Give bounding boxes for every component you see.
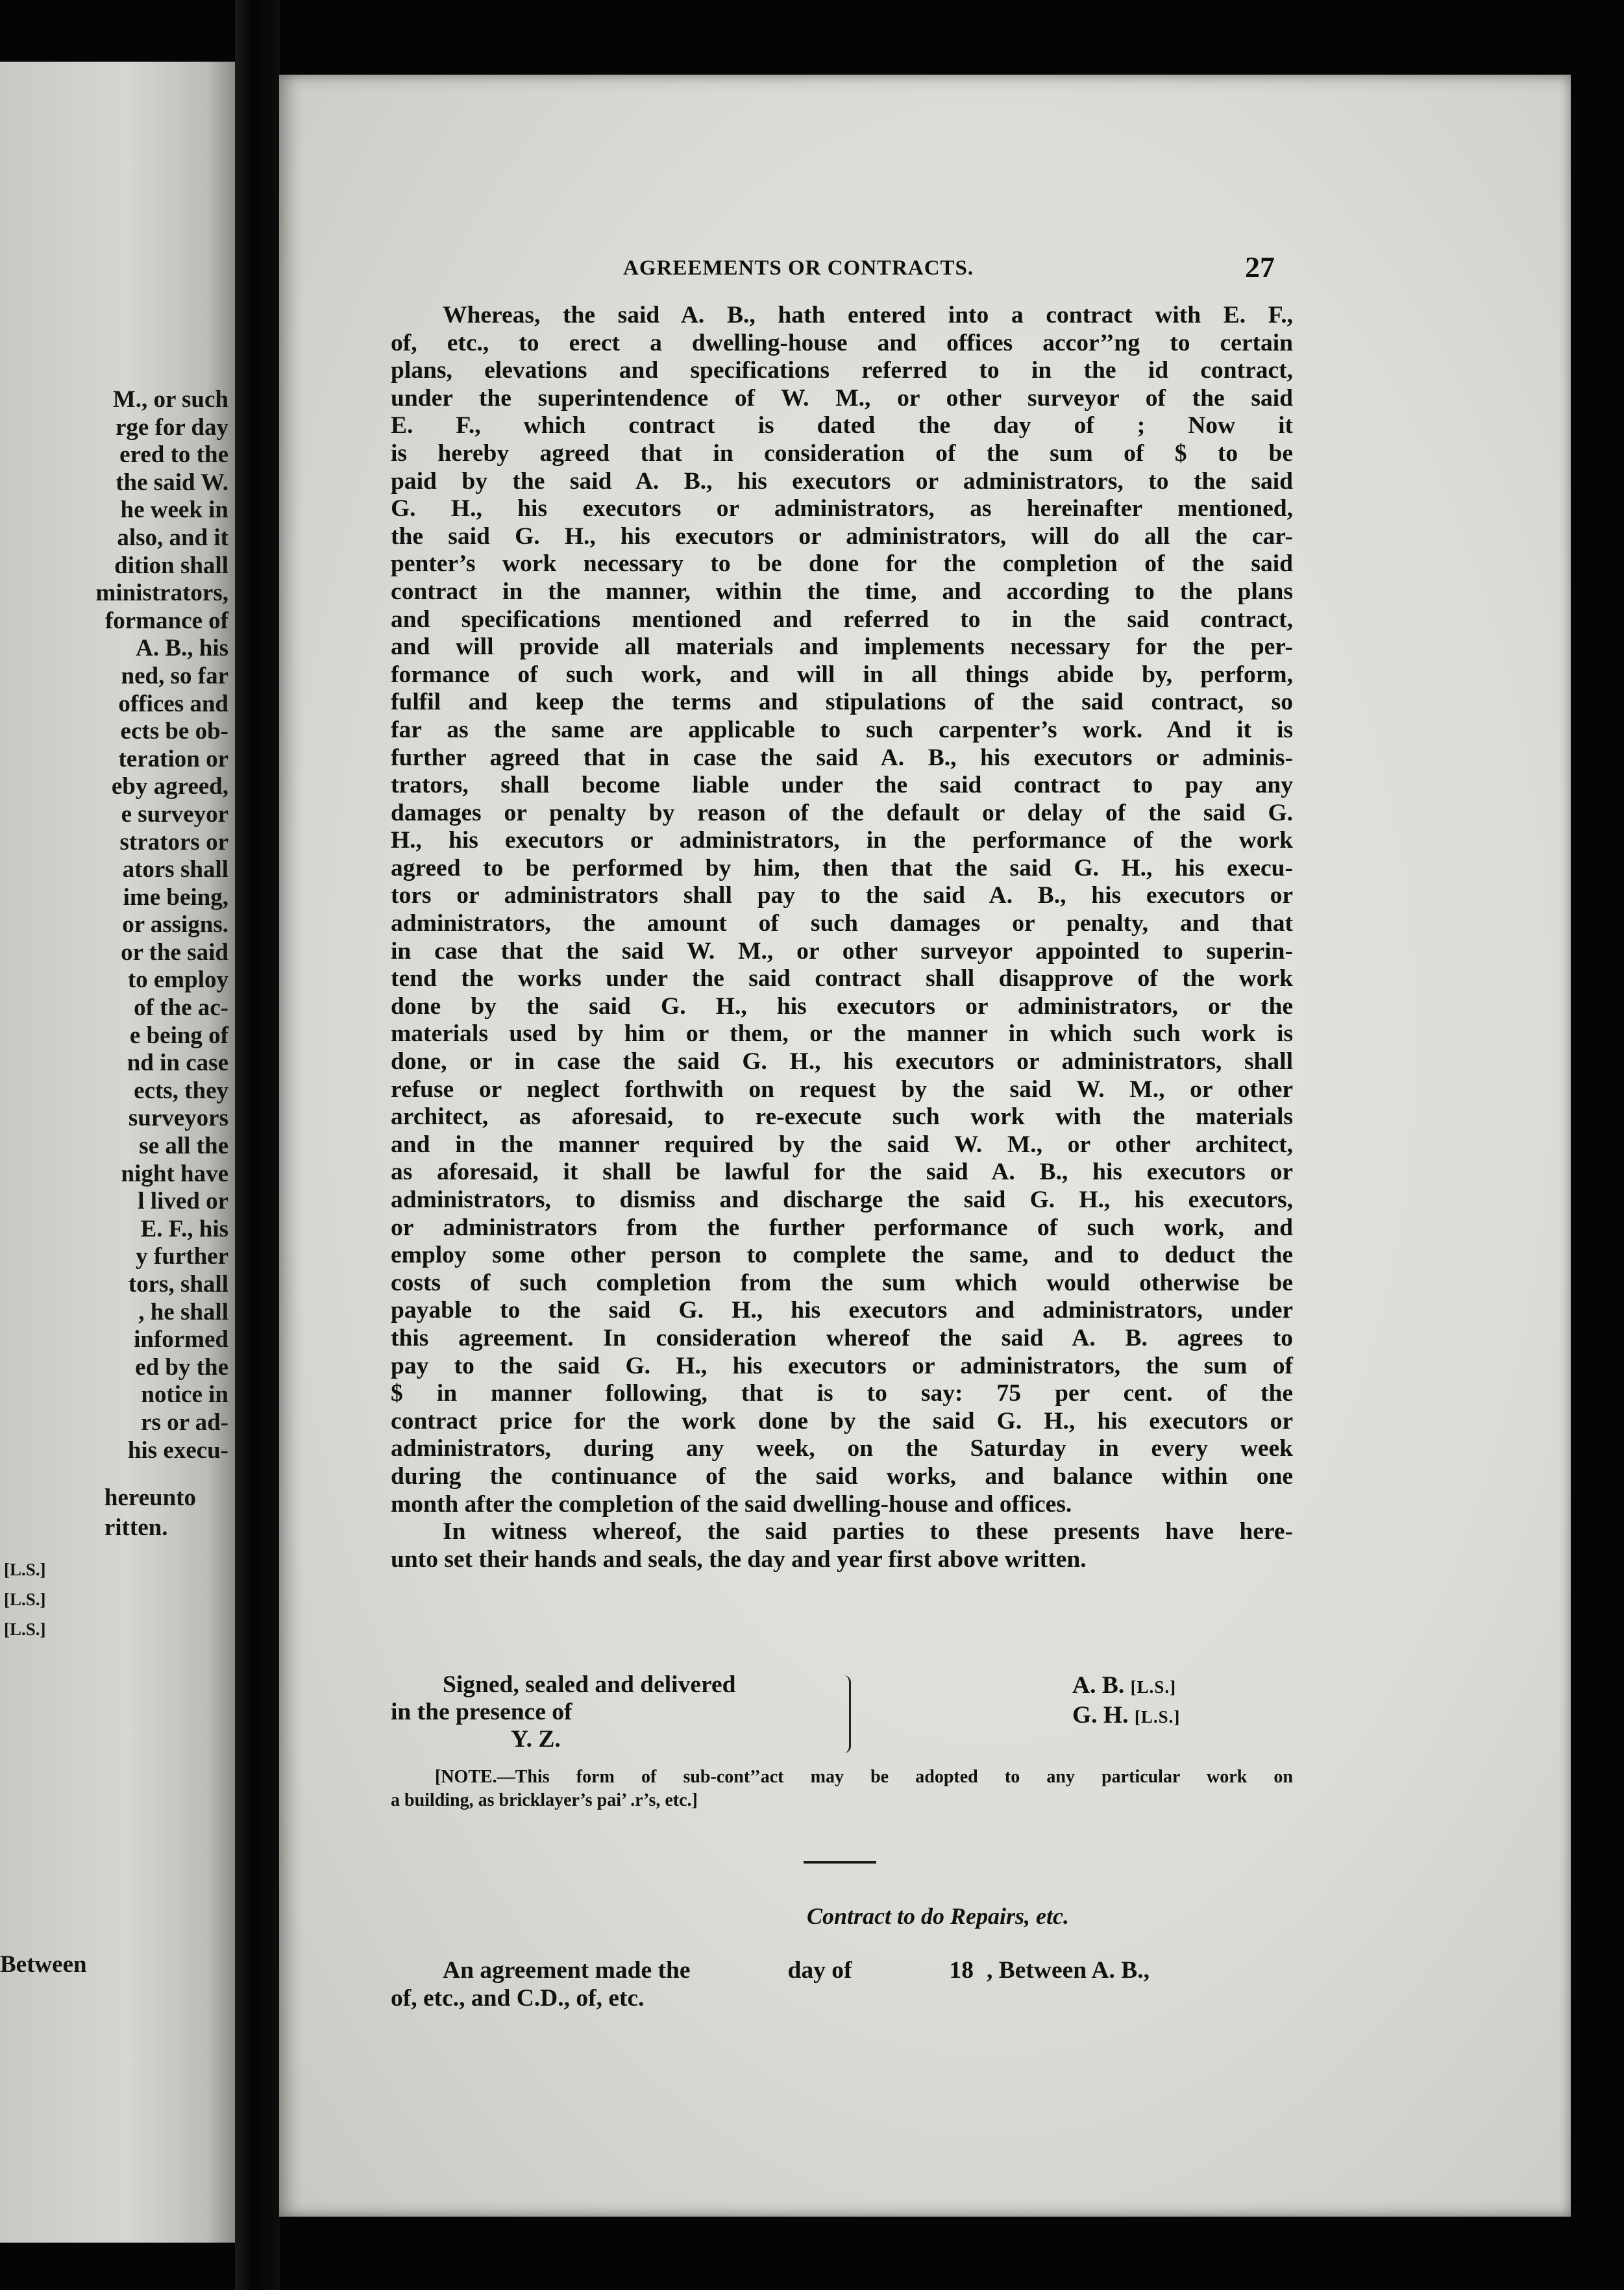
body-line: formance of such work, and will in all things abide by, perform, <box>391 661 1293 688</box>
body-line: further agreed that in case the said A. B., his executors or adminis- <box>391 744 1293 771</box>
body-line: employ some other person to complete the same, and to deduct the <box>391 1242 1293 1269</box>
day-of-phrase: day of <box>787 1957 852 1984</box>
footnote <box>391 1766 1293 1812</box>
body-line: and in the manner required by the said W. M., or other architect, <box>391 1131 1293 1158</box>
agreement-phrase: An agreement made the <box>443 1957 691 1984</box>
body-line: trators, shall become liable under the said contract to pay any <box>391 772 1293 799</box>
left-page-line: A. B., his <box>136 635 228 662</box>
section-heading: Contract to do Repairs, etc. <box>807 1903 1069 1929</box>
left-page-line: surveyors <box>128 1105 228 1132</box>
body-line: as aforesaid, it shall be lawful for the said A. B., his executors or <box>391 1159 1293 1186</box>
left-facing-page <box>0 62 235 2243</box>
body-line: costs of such completion from the sum which would otherwise be <box>391 1269 1293 1296</box>
body-line: this agreement. In consideration whereof the said A. B. agrees to <box>391 1324 1293 1351</box>
running-title: AGREEMENTS OR CONTRACTS. <box>623 256 974 280</box>
body-line: is hereby agreed that in consideration of the sum of $ to be <box>391 439 1293 467</box>
left-page-line: M., or such <box>112 386 228 413</box>
left-page-line: the said W. <box>116 469 228 496</box>
body-line: tend the works under the said contract shall disapprove of the work <box>391 965 1293 992</box>
left-page-line: ered to the <box>119 441 228 469</box>
left-page-line: e surveyor <box>121 800 228 828</box>
body-line: pay to the said G. H., his executors or administrators, the sum of <box>391 1352 1293 1379</box>
left-page-line: or assigns. <box>122 911 228 939</box>
body-line: in case that the said W. M., or other surveyor appointed to superin- <box>391 937 1293 965</box>
left-page-line: ministrators, <box>95 580 228 607</box>
left-page-line: eby agreed, <box>111 773 228 800</box>
footnote-line: [NOTE.—This form of sub-cont’’act may be adopted to any particular work on <box>435 1767 1293 1787</box>
party-signatures <box>1072 1671 1180 1731</box>
year-prefix: 18 <box>949 1957 974 1984</box>
body-line: G. H., his executors or administrators, as hereinafter mentioned, <box>391 495 1293 523</box>
body-line: tors or administrators shall pay to the said A. B., his executors or <box>391 882 1293 909</box>
left-page-line: offices and <box>118 690 228 717</box>
left-page-line: ects be ob- <box>120 718 228 745</box>
body-line: materials used by him or them, or the manner in which such work is <box>391 1020 1293 1048</box>
left-page-line: ed by the <box>135 1353 228 1381</box>
body-line: In witness whereof, the said parties to these presents have here- <box>443 1518 1293 1545</box>
left-page-line: strators or <box>119 828 228 856</box>
left-page-line: teration or <box>118 745 228 772</box>
left-page-line: notice in <box>141 1381 228 1409</box>
left-page-closing <box>105 1483 196 1543</box>
left-page-line: rge for day <box>116 413 228 441</box>
party-signature <box>1072 1671 1180 1701</box>
body-line: Whereas, the said A. B., hath entered into a contract with E. F., <box>443 302 1293 328</box>
left-page-line: formance of <box>105 607 228 634</box>
footnote-line: a building, as bricklayer’s pai’ .r’s, etc.] <box>391 1790 698 1810</box>
witness-line: Signed, sealed and delivered <box>443 1671 736 1698</box>
section-divider <box>804 1861 876 1864</box>
body-line: the said G. H., his executors or administrators, will do all the car- <box>391 523 1293 550</box>
left-closing-line: ritten. <box>104 1514 168 1541</box>
left-page-line: of the ac- <box>134 994 228 1022</box>
left-page-line: y further <box>136 1243 228 1270</box>
body-line: and will provide all materials and implements necessary for the per- <box>391 634 1293 661</box>
left-page-line: night have <box>121 1160 228 1187</box>
body-line: far as the same are applicable to such carpenter’s work. And it is <box>391 716 1293 743</box>
left-page-seal-marks <box>4 1555 46 1644</box>
book-gutter <box>235 0 280 2290</box>
body-line: agreed to be performed by him, then that the said G. H., his execu- <box>391 854 1293 881</box>
witness-name: Y. Z. <box>511 1726 561 1753</box>
left-page-line: rs or ad- <box>141 1409 228 1436</box>
body-line: fulfil and keep the terms and stipulations of the said contract, so <box>391 689 1293 716</box>
contract-body-text <box>391 302 1293 1573</box>
left-closing-line: hereunto <box>104 1484 196 1511</box>
main-page <box>279 75 1571 2217</box>
seal-mark: [L.S.] <box>1134 1707 1181 1727</box>
left-page-line: , he shall <box>138 1298 228 1325</box>
body-line: during the continuance of the said works, and balance within one <box>391 1462 1293 1490</box>
left-page-line: se all the <box>139 1133 228 1160</box>
seal-mark: [L.S.] <box>4 1560 46 1579</box>
body-line: administrators, the amount of such damages or penalty, and that <box>391 910 1293 937</box>
left-page-line: tors, shall <box>128 1271 228 1298</box>
body-line: administrators, during any week, on the Saturday in every week <box>391 1435 1293 1462</box>
left-page-line: l lived or <box>138 1188 228 1215</box>
section-line: of, etc., and C.D., of, etc. <box>391 1984 645 2012</box>
left-page-line: ned, so far <box>121 662 228 689</box>
left-page-line: to employ <box>127 966 228 994</box>
witness-line: in the presence of <box>391 1699 572 1725</box>
body-line: done, or in case the said G. H., his executors or administrators, shall <box>391 1048 1293 1076</box>
seal-mark: [L.S.] <box>4 1590 46 1609</box>
seal-mark: [L.S.] <box>1130 1677 1177 1697</box>
left-page-line: or the said <box>121 939 228 966</box>
section-line <box>391 1957 1293 1985</box>
left-page-line: he week in <box>120 497 228 524</box>
left-page-between: Between <box>0 1951 87 1978</box>
body-line: unto set their hands and seals, the day and year first above written. <box>391 1545 1087 1573</box>
brace-bracket <box>844 1675 851 1753</box>
body-line: damages or penalty by reason of the default or delay of the said G. <box>391 799 1293 826</box>
left-page-line: informed <box>134 1326 228 1353</box>
body-line: month after the completion of the said dwelling-house and offices. <box>391 1490 1072 1518</box>
body-line: contract price for the work done by the said G. H., his executors or <box>391 1407 1293 1434</box>
body-line: administrators, to dismiss and discharge the said G. H., his executors, <box>391 1187 1293 1213</box>
signature-block <box>391 1671 1293 1762</box>
page-header <box>279 250 1571 289</box>
seal-mark: [L.S.] <box>4 1619 46 1639</box>
body-line: penter’s work necessary to be done for the completion of the said <box>391 550 1293 578</box>
left-page-line: also, and it <box>117 524 228 551</box>
party-name: G. H. <box>1072 1702 1129 1729</box>
page-number: 27 <box>1245 251 1275 284</box>
body-line: paid by the said A. B., his executors or administrators, to the said <box>391 467 1293 495</box>
left-page-line: ators shall <box>122 856 228 883</box>
left-page-line: E. F., his <box>140 1215 228 1242</box>
party-signature <box>1072 1701 1180 1731</box>
body-line: E. F., which contract is dated the day of ; Now it <box>391 412 1293 439</box>
party-name: A. B. <box>1072 1672 1125 1699</box>
left-page-line: dition shall <box>114 552 228 579</box>
body-line: of, etc., to erect a dwelling-house and offices accor’’ng to certain <box>391 329 1293 356</box>
body-line: done by the said G. H., his executors or administrators, or the <box>391 992 1293 1020</box>
body-line: contract in the manner, within the time, and according to the plans <box>391 578 1293 605</box>
body-line: payable to the said G. H., his executors and administrators, under <box>391 1297 1293 1324</box>
witness-lines <box>391 1671 735 1753</box>
left-page-text <box>96 386 229 1464</box>
body-line: and specifications mentioned and referred to in the said contract, <box>391 606 1293 633</box>
left-page-line: ects, they <box>134 1077 228 1104</box>
body-line: $ in manner following, that is to say: 75 per cent. of the <box>391 1380 1293 1407</box>
left-page-line: e being of <box>129 1022 228 1049</box>
between-phrase: , Between A. B., <box>987 1957 1150 1984</box>
left-page-line: his execu- <box>127 1436 228 1464</box>
body-line: refuse or neglect forthwith on request by the said W. M., or other <box>391 1076 1293 1103</box>
body-line: under the superintendence of W. M., or other surveyor of the said <box>391 384 1293 412</box>
body-line: plans, elevations and specifications referred to in the id contract, <box>391 357 1293 384</box>
left-page-line: ime being, <box>123 883 228 911</box>
body-line: or administrators from the further performance of such work, and <box>391 1214 1293 1241</box>
left-page-line: nd in case <box>127 1050 228 1077</box>
section-body-text <box>391 1957 1293 2012</box>
body-line: H., his executors or administrators, in the performance of the work <box>391 827 1293 854</box>
body-line: architect, as aforesaid, to re-execute such work with the materials <box>391 1103 1293 1131</box>
